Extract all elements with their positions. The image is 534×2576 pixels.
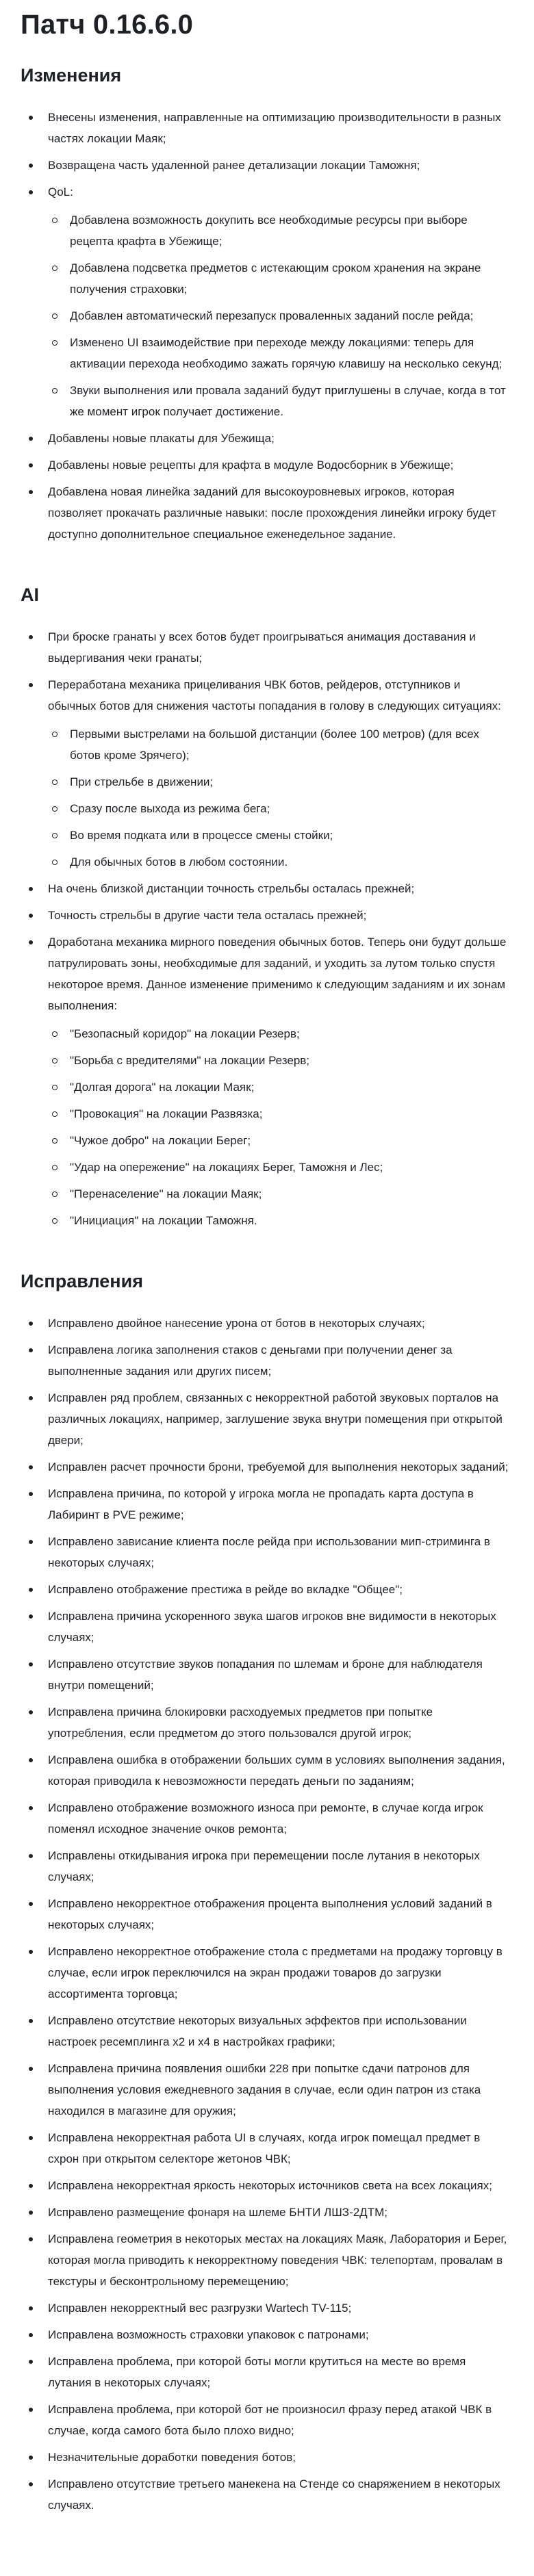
list-item-text: Исправлено некорректное отображения процента выполнения условий заданий в некоторых случаях; (48, 1897, 492, 1931)
list-item (48, 2399, 511, 2441)
list-item-text: Точность стрельбы в другие части тела осталась прежней; (48, 909, 367, 922)
list-item (48, 626, 511, 669)
list-item (48, 1483, 511, 1525)
sub-list-item: При стрельбе в движении; (70, 771, 511, 793)
section-heading-fixes: Исправления (21, 1271, 143, 1291)
list-item (48, 878, 511, 899)
sub-list-item: Первыми выстрелами на большой дистанции (более 100 метров) (для всех ботов кроме Зрячего); (70, 723, 511, 766)
list-item (48, 1606, 511, 1648)
list-item (48, 428, 511, 449)
sub-list-item: Добавлена подсветка предметов с истекающим сроком хранения на экране получения страховки; (70, 257, 511, 300)
list-item-text: Исправлены откидывания игрока при перемещении после лутания в некоторых случаях; (48, 1849, 480, 1883)
list-item-text: Добавлены новые рецепты для крафта в модуле Водосборник в Убежище; (48, 459, 454, 472)
sub-list-item: "Удар на опережение" на локациях Берег, Таможня и Лес; (70, 1157, 511, 1178)
list-item-text: Исправлено отображение престижа в рейде во вкладке "Общее"; (48, 1583, 403, 1596)
list-item (48, 2228, 511, 2292)
list-item-text: Исправлена причина блокировки расходуемых предметов при попытке употребления, если предметом до этого пользовался другой игрок; (48, 1705, 433, 1740)
list-item-text: Исправлено двойное нанесение урона от ботов в некоторых случаях; (48, 1317, 425, 1330)
list-item (48, 1797, 511, 1840)
sub-list-item: "Чужое добро" на локации Берег; (70, 1130, 511, 1151)
changes-list (21, 107, 511, 545)
list-item-text: Исправлена причина ускоренного звука шагов игроков вне видимости в некоторых случаях; (48, 1610, 496, 1644)
list-item-text: Исправлена возможность страховки упаковок с патронами; (48, 2328, 369, 2341)
sub-list-item: Для обычных ботов в любом состоянии. (70, 851, 511, 873)
list-item-text: Исправлен ряд проблем, связанных с некорректной работой звуковых порталов на различных локациях, например, заглушение звука внутри помещения при открытой двери; (48, 1391, 503, 1447)
list-item (48, 2010, 511, 2052)
list-item (48, 1339, 511, 1382)
list-item-text: Исправлена логика заполнения стаков с деньгами при получении денег за выполненные задания или других писем; (48, 1343, 453, 1378)
list-item-text: Возвращена часть удаленной ранее детализации локации Таможня; (48, 159, 420, 172)
list-item (48, 1653, 511, 1696)
list-item (48, 454, 511, 476)
sub-list-item: "Безопасный коридор" на локации Резерв; (70, 1023, 511, 1044)
list-item (48, 2473, 511, 2516)
ai-list (21, 626, 511, 1231)
sub-list (48, 209, 511, 422)
sub-list-item: "Долгая дорога" на локации Маяк; (70, 1077, 511, 1098)
list-item (48, 1845, 511, 1888)
sub-list-item: "Перенаселение" на локации Маяк; (70, 1183, 511, 1205)
list-item-text: Внесены изменения, направленные на оптимизацию производительности в разных частях локации Маяк; (48, 111, 501, 145)
list-item-text: Исправлена геометрия в некоторых местах на локациях Маяк, Лаборатория и Берег, которая могла приводить к некорректному поведения ЧВК: телепортам, провалам в текстуры и бесконтрольному перемещению; (48, 2232, 507, 2288)
list-item (48, 181, 511, 422)
list-item-text: Исправлена некорректная яркость некоторых источников света на всех локациях; (48, 2179, 492, 2192)
list-item (48, 1387, 511, 1451)
list-item-text: Исправлено зависание клиента после рейда при использовании мип-стриминга в некоторых случаях; (48, 1535, 490, 1569)
list-item-text: Незначительные доработки поведения ботов; (48, 2451, 296, 2464)
list-item (48, 674, 511, 873)
list-item (48, 905, 511, 926)
list-item-text: Исправлена проблема, при которой бот не произносил фразу перед атакой ЧВК в случае, когда самого бота было плохо видно; (48, 2403, 492, 2437)
list-item (48, 2324, 511, 2345)
section-changes (21, 65, 511, 545)
list-item-text: Исправлена причина появления ошибки 228 при попытке сдачи патронов для выполнения условия ежедневного задания в случае, если один патрон из стака находился в магазине для оружия; (48, 2062, 481, 2117)
list-item (48, 481, 511, 545)
list-item (48, 931, 511, 1231)
list-item-text: Исправлено отсутствие некоторых визуальных эффектов при использовании настроек ресемплинга x2 и x4 в настройках графики; (48, 2014, 467, 2048)
sub-list-item: Во время подката или в процессе смены стойки; (70, 825, 511, 846)
list-item (48, 1893, 511, 1935)
list-item-text: Исправлена некорректная работа UI в случаях, когда игрок помещал предмет в схрон при открытом селекторе жетонов ЧВК; (48, 2131, 481, 2165)
list-item (48, 2127, 511, 2169)
list-item-text: При броске гранаты у всех ботов будет проигрываться анимация доставания и выдергивания чеки гранаты; (48, 630, 476, 665)
sub-list-item: "Провокация" на локации Развязка; (70, 1103, 511, 1124)
list-item-text: На очень близкой дистанции точность стрельбы осталась прежней; (48, 882, 415, 895)
list-item (48, 2175, 511, 2196)
sub-list-item: Добавлена возможность докупить все необходимые ресурсы при выборе рецепта крафта в Убежище; (70, 209, 511, 252)
section-ai (21, 584, 511, 1231)
list-item (48, 1749, 511, 1792)
list-item (48, 1313, 511, 1334)
list-item-text: Исправлен некорректный вес разгрузки Wartech TV-115; (48, 2302, 352, 2315)
section-fixes (21, 1271, 511, 2516)
list-item-text: Исправлено размещение фонаря на шлеме БНТИ ЛШЗ-2ДТМ; (48, 2206, 387, 2219)
list-item-text: Исправлена ошибка в отображении больших сумм в условиях выполнения задания, которая приводила к невозможности передать деньги по заданиям; (48, 1753, 505, 1788)
list-item (48, 2297, 511, 2319)
sub-list (48, 1023, 511, 1231)
list-item (48, 1531, 511, 1573)
list-item (48, 2058, 511, 2122)
list-item (48, 1456, 511, 1478)
list-item-text: Исправлен расчет прочности брони, требуемой для выполнения некоторых заданий; (48, 1460, 509, 1473)
sub-list-item: "Борьба с вредителями" на локации Резерв; (70, 1050, 511, 1071)
list-item-text: QoL: (48, 185, 73, 198)
list-item-text: Переработана механика прицеливания ЧВК ботов, рейдеров, отступников и обычных ботов для снижения частоты попадания в голову в следующих ситуациях: (48, 678, 501, 712)
list-item (48, 1579, 511, 1600)
list-item (48, 2351, 511, 2393)
list-item-text: Исправлено отсутствие звуков попадания по шлемам и броне для наблюдателя внутри помещений; (48, 1658, 483, 1692)
list-item (48, 107, 511, 149)
list-item-text: Исправлено отображение возможного износа при ремонте, в случае когда игрок поменял исходное значение очков ремонта; (48, 1801, 483, 1836)
list-item (48, 155, 511, 176)
sub-list-item: Сразу после выхода из режима бега; (70, 798, 511, 819)
list-item (48, 2447, 511, 2468)
list-item-text: Исправлено некорректное отображение стола с предметами на продажу торговцу в случае, если игрок переключился на экран продажи товаров до загрузки ассортимента торговца; (48, 1945, 503, 2000)
list-item-text: Исправлена проблема, при которой боты могли крутиться на месте во время лутания в некоторых случаях; (48, 2355, 466, 2389)
list-item-text: Добавлена новая линейка заданий для высокоуровневых игроков, которая позволяет прокачать различные навыки: после прохождения линейки игроку будет доступно дополнительное специальное еженедельное задание. (48, 485, 496, 541)
page-title: Патч 0.16.6.0 (21, 10, 194, 40)
fixes-list (21, 1313, 511, 2516)
sub-list-item: Изменено UI взаимодействие при переходе между локациями: теперь для активации перехода необходимо зажать горячую клавишу на несколько секунд; (70, 332, 511, 374)
list-item-text: Исправлена причина, по которой у игрока могла не пропадать карта доступа в Лабиринт в PVE режиме; (48, 1487, 474, 1521)
sub-list-item: "Инициация" на локации Таможня. (70, 1210, 511, 1231)
section-heading-changes: Изменения (21, 65, 122, 86)
list-item-text: Исправлено отсутствие третьего манекена на Стенде со снаряжением в некоторых случаях. (48, 2477, 500, 2512)
section-heading-ai: AI (21, 584, 39, 605)
sub-list-item: Звуки выполнения или провала заданий будут приглушены в случае, когда в тот же момент игрок получает достижение. (70, 380, 511, 422)
list-item-text: Добавлены новые плакаты для Убежища; (48, 432, 275, 445)
sub-list-item: Добавлен автоматический перезапуск проваленных заданий после рейда; (70, 305, 511, 326)
sub-list (48, 723, 511, 873)
list-item (48, 2202, 511, 2223)
list-item-text: Доработана механика мирного поведения обычных ботов. Теперь они будут дольше патрулировать зоны, необходимые для заданий, и уходить за лутом только спустя некоторое время. Данное изменение применимо к следующим заданиям и их зонам выполнения: (48, 936, 507, 1012)
list-item (48, 1701, 511, 1744)
list-item (48, 1941, 511, 2005)
